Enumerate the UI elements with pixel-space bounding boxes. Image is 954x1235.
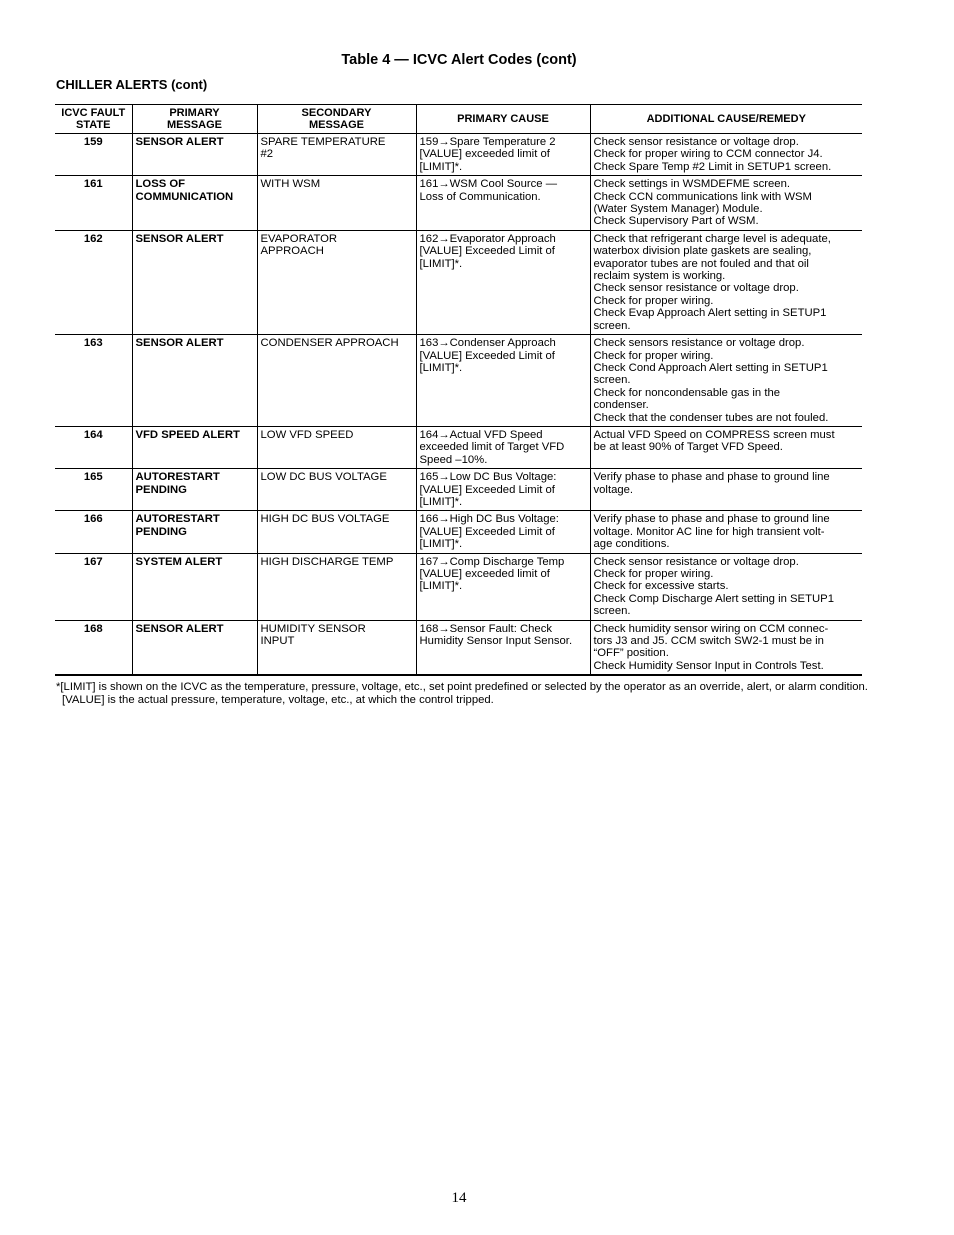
row-secondary-message: HIGH DISCHARGE TEMP [257,553,416,620]
row-remedy: Check settings in WSMDEFME screen. Check CCN communications link with WSM (Water System Manager) Module. Check Supervisory Part of WSM. [590,176,862,231]
row-state: 163 [55,335,132,427]
row-primary-message: VFD SPEED ALERT [132,426,257,468]
row-primary-cause: 161→WSM Cool Source — Loss of Communication. [416,176,590,231]
row-primary-message: SENSOR ALERT [132,620,257,675]
row-primary-message: LOSS OF COMMUNICATION [132,176,257,231]
page-number: 14 [451,1190,467,1206]
row-primary-cause: 163→Condenser Approach [VALUE] Exceeded Limit of [LIMIT]*. [416,335,590,427]
row-remedy: Check that refrigerant charge level is adequate, waterbox division plate gaskets are sealing, evaporator tubes are not fouled and that oil reclaim system is working. Check sensor resistance or voltage drop. Check for proper wiring. Check Evap Approach Alert setting in SETUP1 screen. [590,230,862,334]
row-remedy: Check humidity sensor wiring on CCM connec- tors J3 and J5. CCM switch SW2-1 must be in “OFF” position. Check Humidity Sensor Input in Controls Test. [590,620,862,675]
row-remedy: Check sensors resistance or voltage drop. Check for proper wiring. Check Cond Approach Alert setting in SETUP1 screen. Check for noncondensable gas in the condenser. Check that the condenser tubes are not fouled. [590,335,862,427]
row-state: 159 [55,134,132,176]
table-header-row [55,105,862,134]
row-remedy: Actual VFD Speed on COMPRESS screen must be at least 90% of Target VFD Speed. [590,426,862,468]
table-row [55,620,862,675]
row-state: 165 [55,469,132,511]
header-primary-cause: PRIMARY CAUSE [416,105,590,134]
row-state: 161 [55,176,132,231]
row-primary-message: SYSTEM ALERT [132,553,257,620]
table-row [55,176,862,231]
row-secondary-message: HIGH DC BUS VOLTAGE [257,511,416,553]
row-secondary-message: HUMIDITY SENSOR INPUT [257,620,416,675]
table-row [55,335,862,427]
header-primary-message: PRIMARY MESSAGE [132,105,257,134]
section-subtitle: CHILLER ALERTS (cont) [56,77,208,92]
row-primary-cause: 159→Spare Temperature 2 [VALUE] exceeded limit of [LIMIT]*. [416,134,590,176]
row-primary-cause: 167→Comp Discharge Temp [VALUE] exceeded limit of [LIMIT]*. [416,553,590,620]
row-primary-message: SENSOR ALERT [132,134,257,176]
row-primary-cause: 162→Evaporator Approach [VALUE] Exceeded Limit of [LIMIT]*. [416,230,590,334]
row-remedy: Check sensor resistance or voltage drop. Check for proper wiring. Check for excessive starts. Check Comp Discharge Alert setting in SETUP1 screen. [590,553,862,620]
row-secondary-message: LOW VFD SPEED [257,426,416,468]
header-secondary-message: SECONDARY MESSAGE [257,105,416,134]
row-primary-cause: 164→Actual VFD Speed exceeded limit of Target VFD Speed –10%. [416,426,590,468]
row-primary-cause: 166→High DC Bus Voltage: [VALUE] Exceeded Limit of [LIMIT]*. [416,511,590,553]
row-state: 168 [55,620,132,675]
row-state: 166 [55,511,132,553]
row-remedy: Verify phase to phase and phase to ground line voltage. Monitor AC line for high transient volt- age conditions. [590,511,862,553]
row-primary-cause: 165→Low DC Bus Voltage: [VALUE] Exceeded Limit of [LIMIT]*. [416,469,590,511]
table-row [55,511,862,553]
row-primary-message: SENSOR ALERT [132,335,257,427]
alert-codes-table [55,104,862,676]
row-state: 164 [55,426,132,468]
row-remedy: Check sensor resistance or voltage drop. Check for proper wiring to CCM connector J4. Check Spare Temp #2 Limit in SETUP1 screen. [590,134,862,176]
table-row [55,469,862,511]
table-row [55,553,862,620]
row-secondary-message: SPARE TEMPERATURE #2 [257,134,416,176]
row-primary-message: AUTORESTART PENDING [132,469,257,511]
row-primary-message: AUTORESTART PENDING [132,511,257,553]
header-state: ICVC FAULT STATE [55,105,132,134]
table-row [55,426,862,468]
row-primary-cause: 168→Sensor Fault: Check Humidity Sensor Input Sensor. [416,620,590,675]
footnote-text: *[LIMIT] is shown on the ICVC as the temperature, pressure, voltage, etc., set point predefined or selected by the operator as an override, alert, or alarm condition. [VALUE] is the actual pressure, temperature, voltage, etc., at which the control tripped. [56,681,868,706]
row-secondary-message: WITH WSM [257,176,416,231]
row-primary-message: SENSOR ALERT [132,230,257,334]
table-row [55,134,862,176]
header-remedy: ADDITIONAL CAUSE/REMEDY [590,105,862,134]
table-footnote [56,681,871,706]
table-row [55,230,862,334]
row-remedy: Verify phase to phase and phase to ground line voltage. [590,469,862,511]
row-secondary-message: CONDENSER APPROACH [257,335,416,427]
row-state: 162 [55,230,132,334]
table-title: Table 4 — ICVC Alert Codes (cont) [341,52,577,68]
row-secondary-message: LOW DC BUS VOLTAGE [257,469,416,511]
row-secondary-message: EVAPORATOR APPROACH [257,230,416,334]
row-state: 167 [55,553,132,620]
